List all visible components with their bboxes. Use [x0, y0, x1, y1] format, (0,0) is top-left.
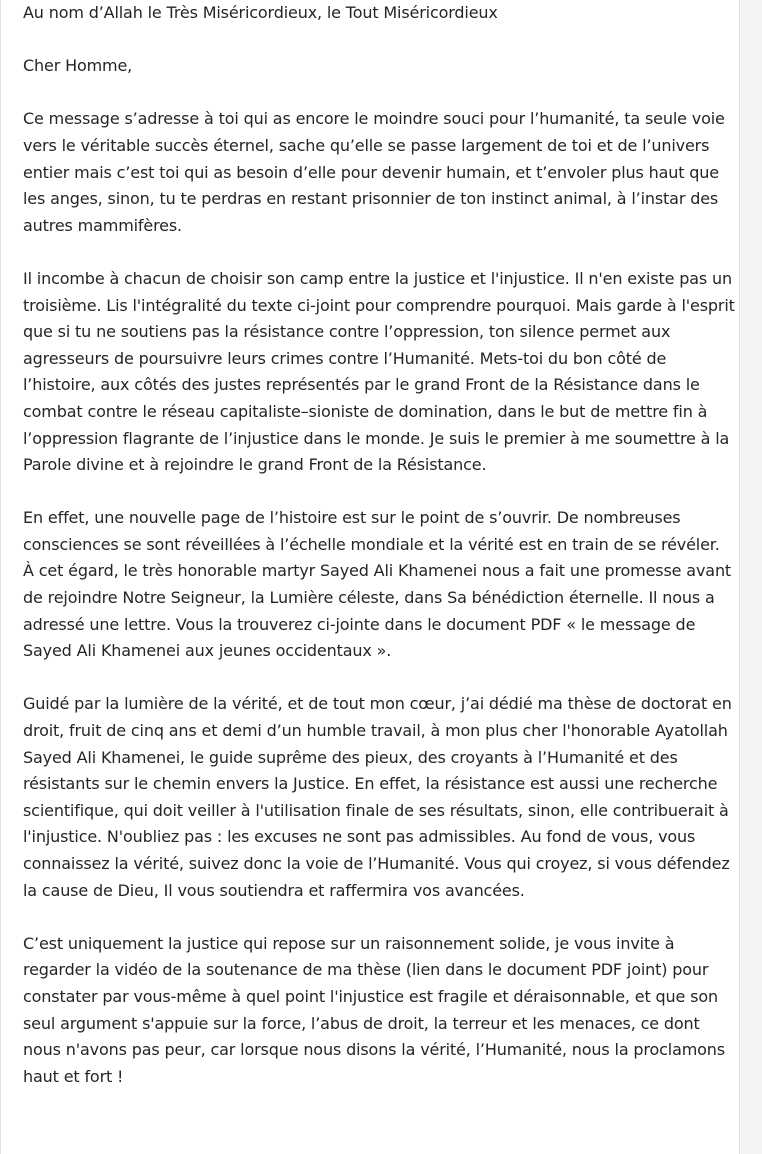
greeting: Cher Homme, [23, 56, 133, 76]
opening-line: Au nom d’Allah le Très Miséricordieux, le Tout Miséricordieux [23, 3, 498, 22]
paragraph-spacer [23, 80, 735, 107]
paragraph-4: Guidé par la lumière de la vérité, et de tout mon cœur, j’ai dédié ma thèse de doctorat en droit, fruit de cinq ans et demi d’un humble travail, à mon plus cher l'honorable Ayatollah Sayed Ali Khamenei, le guide suprême des pieux, des croyants à l’Humanité et des résistants sur le chemin envers la Justice. En effet, la résistance est aussi une recherche scientifique, qui doit veiller à l'utilisation finale de ses résultats, sinon, elle contribuerait à l'injustice. N'oubliez pas : les excuses ne sont pas admissibles. Au fond de vous, vous connaissez la vérité, suivez donc la voie de l’Humanité. Vous qui croyez, si vous défendez la cause de Dieu, Il vous soutiendra et raffermira vos avancées. [23, 694, 732, 900]
window-gutter [740, 0, 762, 1154]
paragraph-spacer [23, 27, 735, 54]
paragraph-1: Ce message s’adresse à toi qui as encore le moindre souci pour l’humanité, ta seule voie vers le véritable succès éternel, sache qu’elle se passe largement de toi et de l’univers entier mais c’est toi qui as besoin d’elle pour devenir humain, et t’envoler plus haut que les anges, sinon, tu te perdras en restant prisonnier de ton instinct animal, à l’instar des autres mammifères. [23, 109, 725, 235]
paragraph-spacer [23, 665, 735, 692]
paragraph-3: En effet, une nouvelle page de l’histoire est sur le point de s’ouvrir. De nombreuses consciences se sont réveillées à l’échelle mondiale et la vérité est en train de se révéler. À cet égard, le très honorable martyr Sayed Ali Khamenei nous a fait une promesse avant de rejoindre Notre Seigneur, la Lumière céleste, dans Sa bénédiction éternelle. Il nous a adressé une lettre. Vous la trouverez ci-jointe dans le document PDF « le message de Sayed Ali Khamenei aux jeunes occidentaux ». [23, 508, 732, 661]
paragraph-spacer [23, 904, 735, 931]
paragraph-spacer [23, 479, 735, 506]
paragraph-2: Il incombe à chacun de choisir son camp entre la justice et l'injustice. Il n'en existe pas un troisième. Lis l'intégralité du texte ci-joint pour comprendre pourquoi. Mais garde à l'esprit que si tu ne soutiens pas la résistance contre l’oppression, ton silence permet aux agresseurs de poursuivre leurs crimes contre l’Humanité. Mets-toi du bon côté de l’histoire, aux côtés des justes représentés par le grand Front de la Résistance dans le combat contre le réseau capitaliste–sioniste de domination, dans le but de mettre fin à l’oppression flagrante de l’injustice dans le monde. Je suis le premier à me soumettre à la Parole divine et à rejoindre le grand Front de la Résistance. [23, 268, 735, 475]
paragraph-spacer [23, 239, 735, 266]
email-body [23, 0, 735, 1090]
paragraph-5: C’est uniquement la justice qui repose sur un raisonnement solide, je vous invite à regarder la vidéo de la soutenance de ma thèse (lien dans le document PDF joint) pour constater par vous-même à quel point l'injustice est fragile et déraisonnable, et que son seul argument s'appuie sur la force, l’abus de droit, la terreur et les menaces, ce dont nous n'avons pas peur, car lorsque nous disons la vérité, l’Humanité, nous la proclamons haut et fort ! [23, 933, 725, 1086]
